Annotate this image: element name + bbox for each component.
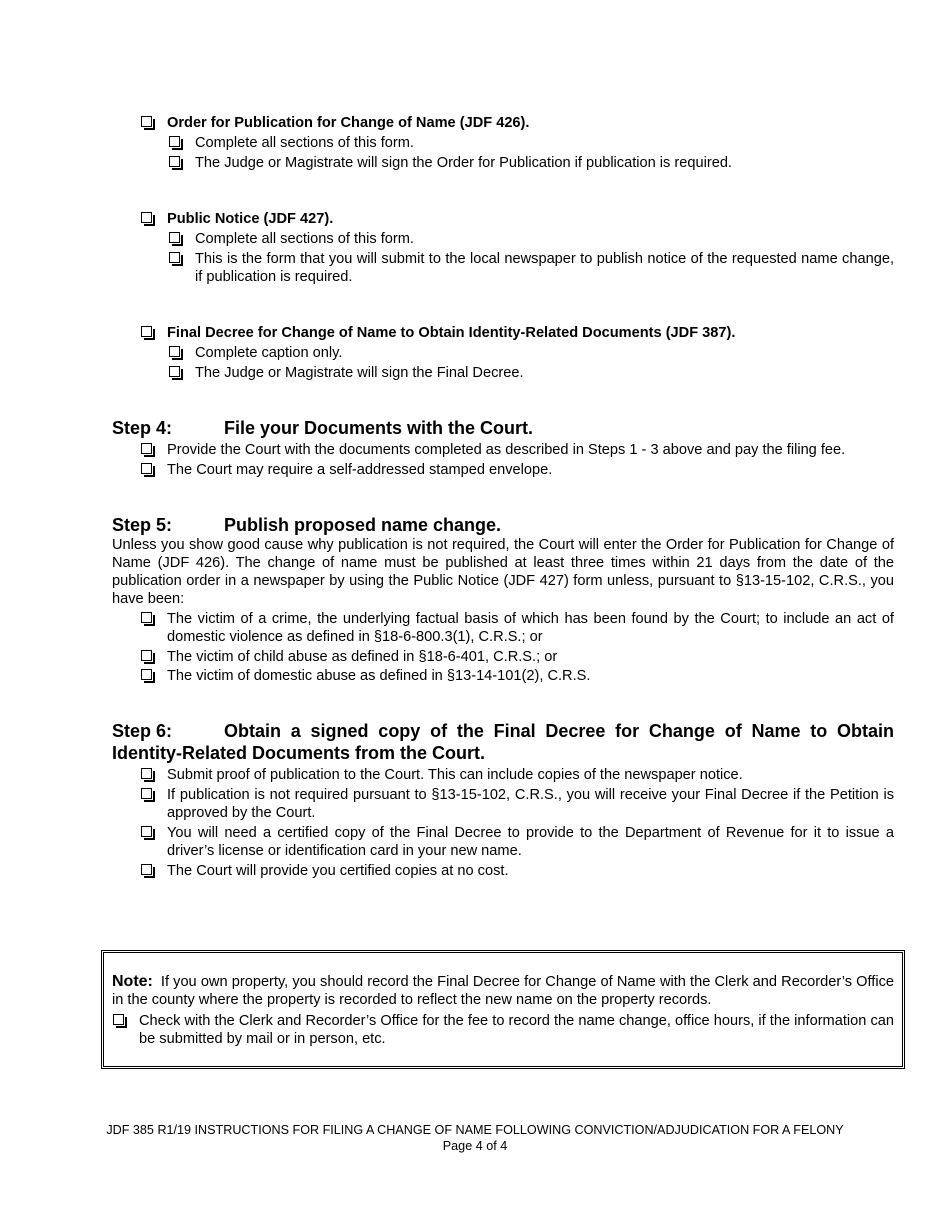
- checkbox-icon[interactable]: [169, 232, 180, 243]
- section-title: Order for Publication for Change of Name (JDF 426).: [167, 115, 530, 131]
- step4-heading: Step 4: File your Documents with the Court.: [112, 418, 534, 438]
- list-item: Submit proof of publication to the Court. This can include copies of the newspaper notice.: [141, 766, 894, 784]
- public-notice-heading: [141, 210, 894, 228]
- checkbox-icon[interactable]: [169, 346, 180, 357]
- publication-order-heading: [141, 114, 894, 132]
- step5-heading: Step 5: Publish proposed name change.: [112, 515, 502, 535]
- note-box: [101, 950, 905, 1069]
- checkbox-icon[interactable]: [169, 156, 180, 167]
- list-item: The victim of a crime, the underlying factual basis of which has been found by the Court; to include an act of domestic violence as defined in §18-6-800.3(1), C.R.S.; or: [141, 610, 894, 646]
- checkbox-icon[interactable]: [113, 1014, 124, 1025]
- list-item: The Court will provide you certified copies at no cost.: [141, 862, 894, 880]
- footer-page-number: Page 4 of 4: [442, 1139, 508, 1153]
- list-item: Complete all sections of this form.: [169, 134, 894, 152]
- list-item: Complete caption only.: [169, 344, 894, 362]
- step5-paragraph: Unless you show good cause why publication is not required, the Court will enter the Order for Publication for Change of Name (JDF 426). The change of name must be published at least three times within 21 days from the date of the publication order in a newspaper by using the Public Notice (JDF 427) form unless, pursuant to §13-15-102, C.R.S., you have been:: [112, 537, 894, 607]
- step6-heading: Step 6: Obtain a signed copy of the Final Decree for Change of Name to Obtain Identity-Related Documents from the Court.: [112, 721, 894, 763]
- checkbox-icon[interactable]: [141, 826, 152, 837]
- list-item: The Judge or Magistrate will sign the Order for Publication if publication is required.: [169, 154, 894, 172]
- checkbox-icon[interactable]: [141, 326, 152, 337]
- list-item: If publication is not required pursuant to §13-15-102, C.R.S., you will receive your Final Decree if the Petition is approved by the Court.: [141, 786, 894, 822]
- checkbox-icon[interactable]: [141, 864, 152, 875]
- section-title: Final Decree for Change of Name to Obtain Identity-Related Documents (JDF 387).: [167, 325, 736, 341]
- list-item: The Court may require a self-addressed stamped envelope.: [141, 461, 894, 479]
- list-item: Complete all sections of this form.: [169, 230, 894, 248]
- checkbox-icon[interactable]: [141, 669, 152, 680]
- checkbox-icon[interactable]: [141, 612, 152, 623]
- list-item: The victim of child abuse as defined in §18-6-401, C.R.S.; or: [141, 648, 894, 666]
- footer-form-id: JDF 385 R1/19 INSTRUCTIONS FOR FILING A CHANGE OF NAME FOLLOWING CONVICTION/ADJUDICATION FOR A FELONY: [106, 1123, 844, 1137]
- checkbox-icon[interactable]: [141, 463, 152, 474]
- list-item: You will need a certified copy of the Final Decree to provide to the Department of Revenue for it to issue a driver’s license or identification card in your new name.: [141, 824, 894, 860]
- note-paragraph: Note: If you own property, you should record the Final Decree for Change of Name with the Clerk and Recorder’s Office in the county where the property is recorded to reflect the new name on the property records.: [112, 973, 894, 1008]
- list-item: Provide the Court with the documents completed as described in Steps 1 - 3 above and pay the filing fee.: [141, 441, 894, 459]
- checkbox-icon[interactable]: [141, 212, 152, 223]
- checkbox-icon[interactable]: [169, 252, 180, 263]
- checkbox-icon[interactable]: [141, 443, 152, 454]
- list-item: This is the form that you will submit to the local newspaper to publish notice of the requested name change, if publication is required.: [169, 250, 894, 286]
- checkbox-icon[interactable]: [169, 366, 180, 377]
- checkbox-icon[interactable]: [169, 136, 180, 147]
- list-item: The Judge or Magistrate will sign the Final Decree.: [169, 364, 894, 382]
- list-item: The victim of domestic abuse as defined in §13-14-101(2), C.R.S.: [141, 667, 894, 685]
- final-decree-heading: [141, 324, 894, 342]
- checkbox-icon[interactable]: [141, 650, 152, 661]
- checkbox-icon[interactable]: [141, 116, 152, 127]
- checkbox-icon[interactable]: [141, 768, 152, 779]
- note-label: Note:: [112, 973, 153, 990]
- list-item: Check with the Clerk and Recorder’s Office for the fee to record the name change, office hours, if the information can be submitted by mail or in person, etc.: [113, 1012, 894, 1048]
- section-title: Public Notice (JDF 427).: [167, 211, 334, 227]
- checkbox-icon[interactable]: [141, 788, 152, 799]
